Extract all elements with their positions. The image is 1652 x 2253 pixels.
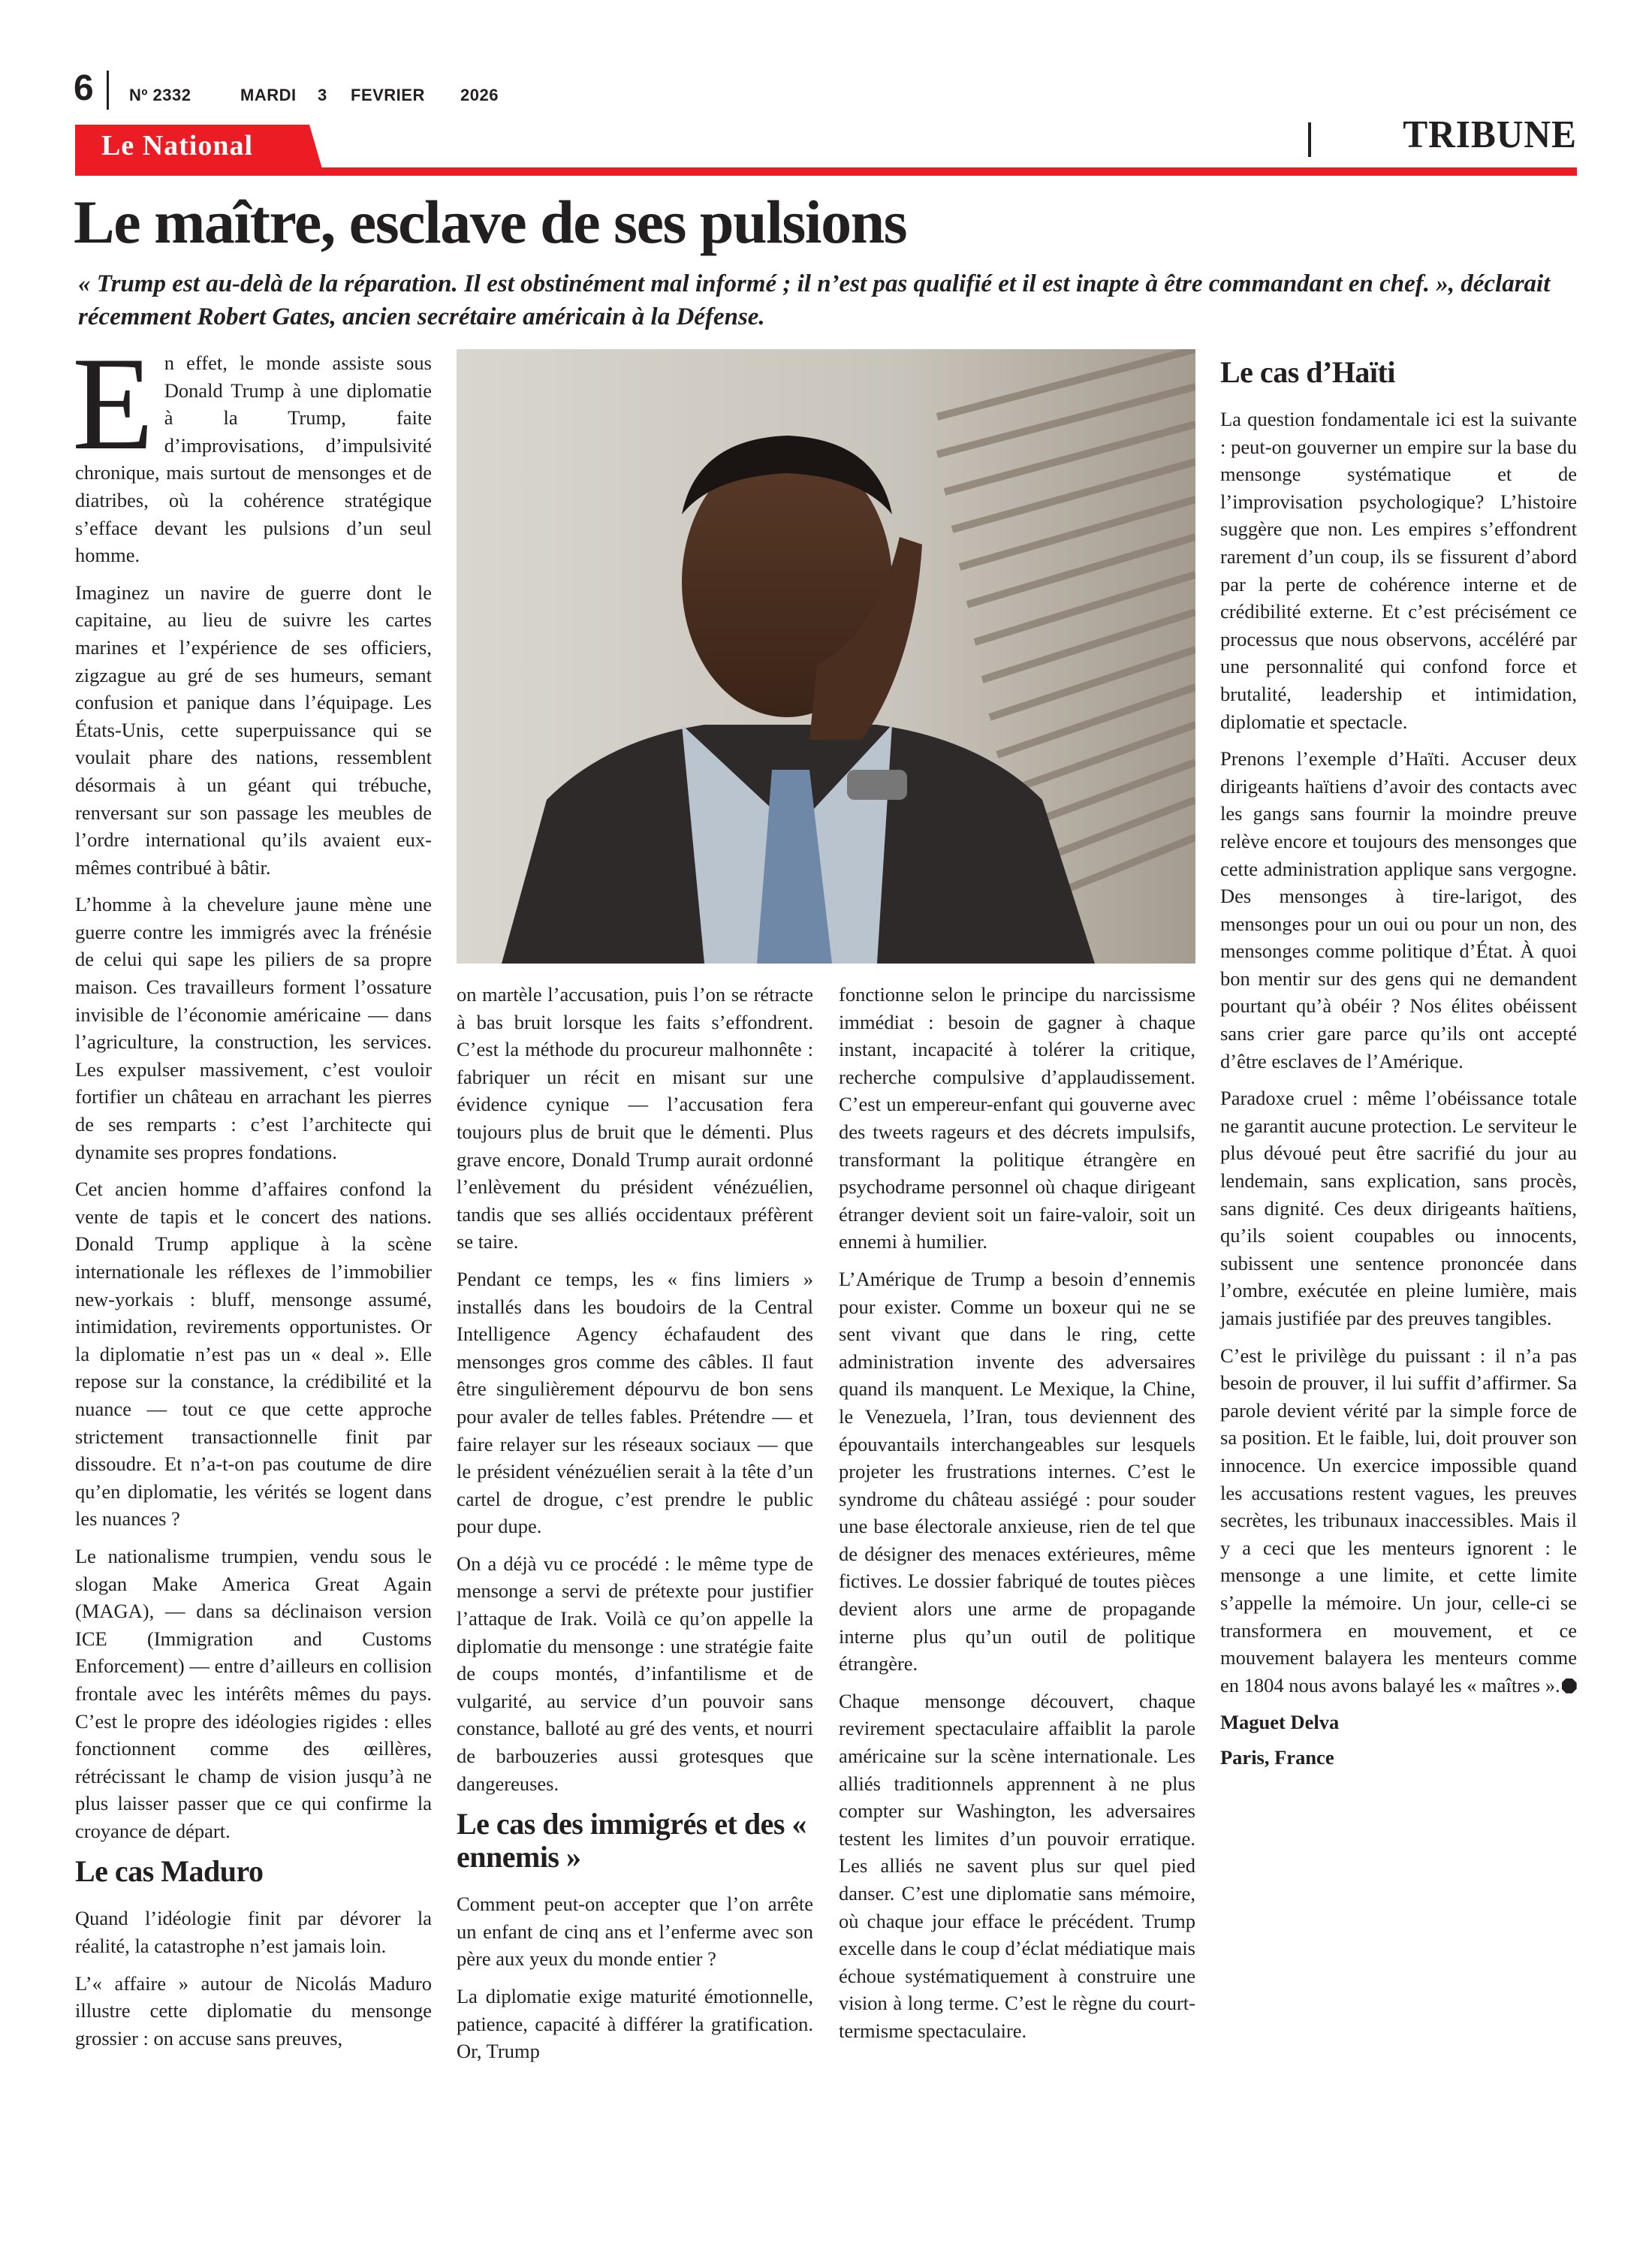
body-paragraph	[839, 981, 1195, 1256]
body-paragraph	[75, 1970, 432, 2052]
paragraph-text: Comment peut-on accepter que l’on arrête un enfant de cinq ans et l’enferme avec son père aux yeux du monde entier ?	[457, 1893, 813, 1971]
date-year: 2026	[460, 86, 499, 104]
body-paragraph	[1220, 745, 1577, 1075]
paragraph-text: Paradoxe cruel : même l’obéissance totale ne garantit aucune protection. Le serviteur le plus dévoué peut être sacrifié du jour au lendemain, sans explication, sans procès, sans dignité. Ces deux dirigeants haïtiens, qu’ils soient coupables ou innocents, subissent une sentence prononcée dans l’ombre, exécutée en pleine lumière, mais jamais justifiée par des preuves tangibles.	[1220, 1087, 1577, 1329]
section-heading: Le cas des immigrés et des « ennemis »	[457, 1807, 806, 1874]
paragraph-text: Maguet Delva	[1220, 1711, 1340, 1734]
paragraph-text: L’homme à la chevelure jaune mène une guerre contre les immigrés avec la frénésie de celui qui sape les piliers de sa propre maison. Ces travailleurs forment l’ossature invisible de l’économie américaine — dans l’agriculture, la construction, les services. Les expulser massivement, c’est vouloir fortifier un château en arrachant les pierres de ses remparts : c’est l’architecte qui dynamite ses propres fondations.	[75, 893, 432, 1163]
body-paragraph	[75, 1905, 432, 1959]
paragraph-text: Prenons l’exemple d’Haïti. Accuser deux dirigeants haïtiens d’avoir des contacts avec les gangs sans fournir la moindre preuve relève encore et toujours des mensonges que cette administration applique sans vergogne. Des mensonges à tire-larigot, des mensonges pour un oui ou pour un non, des mensonges comme politique d’État. À quoi bon mentir sur des gens qui ne demandent pourtant qu’à obéir ? Nos élites obéissent sans crier gare parce qu’ils ont accepté d’être esclaves de l’Amérique.	[1220, 747, 1577, 1072]
section-heading: Le cas Maduro	[75, 1854, 264, 1889]
section-heading: Le cas d’Haïti	[1220, 355, 1395, 389]
author-photo	[457, 349, 1195, 964]
author-signature	[1220, 1709, 1577, 1736]
article-column-4	[1220, 345, 1577, 1779]
body-paragraph	[75, 891, 432, 1166]
paragraph-text: L’Amérique de Trump a besoin d’ennemis pour exister. Comme un boxeur qui ne se sent vivant que dans le ring, cette administration invente des adversaires quand ils manquent. Le Mexique, la Chine, le Venezuela, l’Iran, tous deviennent des épouvantails interchangeables sur lesquels projeter les frustrations internes. C’est le syndrome du château assiégé : pour souder une base électorale anxieuse, rien de tel que de désigner des menaces extérieures, même fictives. Le dossier fabriqué de toutes pièces devient alors une arme de propagande interne plus qu’un outil de politique étrangère.	[839, 1267, 1195, 1675]
paragraph-text: n effet, le monde assiste sous Donald Trump à une diplomatie à la Trump, faite d’improvisations, d’impulsivité chronique, mais surtout de mensonges et de diatribes, où la cohérence stratégique s’efface devant les pulsions d’un seul homme.	[75, 351, 432, 567]
body-paragraph	[457, 981, 813, 1256]
article-subtitle-quote: « Trump est au-delà de la réparation. Il est obstinément mal informé ; il n’est pas qualifié et il est inapte à être commandant en chef. », déclarait récemment Robert Gates, ancien secrétaire américain à la Défense.	[78, 270, 1551, 330]
header-rule	[75, 167, 1577, 176]
paragraph-text: On a déjà vu ce procédé : le même type de mensonge a servi de prétexte pour justifier l’attaque de Irak. Voilà ce qu’on appelle la diplomatie du mensonge : une stratégie faite de coups montés, d’infantilisme et de vulgarité, au service d’un pouvoir sans constance, balloté au gré des vents, et nourri de barbouzeries aussi grotesques que dangereuses.	[457, 1552, 813, 1795]
body-paragraph	[457, 1265, 813, 1540]
body-paragraph	[457, 1550, 813, 1797]
body-paragraph	[1220, 1342, 1577, 1700]
paragraph-text: Chaque mensonge découvert, chaque revirement spectaculaire affaiblit la parole américaine sur la scène internationale. Les alliés traditionnels apprennent à ne plus compter sur Washington, les adversaires testent les limites d’un pouvoir erratique. Les alliés ne savent plus sur quel pied danser. C’est une diplomatie sans mémoire, où chaque jour efface le précédent. Trump excelle dans le coup d’éclat médiatique mais échoue systématiquement à construire une vision à long terme. C’est le règne du court-termisme spectaculaire.	[839, 1689, 1195, 2042]
paragraph-text: on martèle l’accusation, puis l’on se rétracte à bas bruit lorsque les faits s’effondrent. C’est la méthode du procureur malhonnête : fabriquer un récit en misant sur une évidence cynique — l’accusation fera toujours plus de bruit que le démenti. Plus grave encore, Donald Trump aurait ordonné l’enlèvement du président vénézuélien, tandis que ses alliés occidentaux préfèrent se taire.	[457, 983, 813, 1253]
paragraph-text: Quand l’idéologie finit par dévorer la réalité, la catastrophe n’est jamais loin.	[75, 1907, 432, 1958]
drop-cap: E	[72, 329, 154, 478]
article-column-2	[457, 981, 813, 2075]
author-signature	[1220, 1744, 1577, 1772]
newspaper-brand: Le National	[101, 130, 254, 161]
paragraph-text: La diplomatie exige maturité émotionnelle, patience, capacité à différer la gratification. Or, Trump	[457, 1985, 813, 2063]
article-column-1	[72, 329, 432, 2061]
paragraph-text: Imaginez un navire de guerre dont le capitaine, au lieu de suivre les cartes marines et l’expérience de ses officiers, zigzague au gré de ses humeurs, semant confusion et panique dans l’équipage. Les États-Unis, cette superpuissance qui se voulait phare des nations, ressemblent désormais à un géant qui trébuche, renversant sur son passage les meubles de l’ordre international qu’ils avaient eux-mêmes contribué à bâtir.	[75, 581, 432, 879]
end-of-article-icon	[1562, 1678, 1577, 1694]
date-month: FEVRIER	[351, 86, 425, 104]
page-number: 6	[74, 68, 94, 108]
date-number: 3	[318, 86, 327, 104]
body-paragraph	[457, 1890, 813, 1973]
body-paragraph	[75, 1543, 432, 1845]
paragraph-text: C’est le privilège du puissant : il n’a pas besoin de prouver, il lui suffit d’affirmer. Sa parole devient vérité par la simple force de sa position. Et le faible, lui, doit prouver son innocence. Un exercice impossible quand les accusations restent vagues, les preuves secrètes, les tribunaux inaccessibles. Mais il y a ceci que les menteurs ignorent : le mensonge a une limite, et cette limite s’appelle la mémoire. Un jour, celle-ci se transformera en mouvement, et ce mouvement balayera les menteurs comme en 1804 nous avons balayé les « maîtres ».	[1220, 1344, 1577, 1697]
body-paragraph	[1220, 406, 1577, 735]
paragraph-text: Cet ancien homme d’affaires confond la vente de tapis et le concert des nations. Donald Trump applique à la scène internationale les réflexes de l’immobilier new-yorkais : bluff, mensonge assumé, intimidation, revirements opportunistes. Or la diplomatie n’est pas un « deal ». Elle repose sur la constance, la crédibilité et la nuance — tout ce que cette approche strictement transactionnelle finit par dissoudre. Et n’a-t-on pas coutume de dire qu’en diplomatie, les vérités se logent dans les nuances ?	[75, 1178, 432, 1531]
paragraph-text: Paris, France	[1220, 1745, 1334, 1769]
body-paragraph	[75, 579, 432, 882]
section-label: TRIBUNE	[1403, 113, 1577, 156]
body-paragraph	[75, 1175, 432, 1533]
paragraph-text: La question fondamentale ici est la suivante : peut-on gouverner un empire sur la base du mensonge systématique et de l’improvisation psychologique? L’histoire suggère que non. Les empires s’effondrent rarement d’un coup, ils se fissurent d’abord par la perte de cohérence interne et de crédibilité externe. Et c’est précisément ce processus que nous observons, accéléré par une personnalité qui confond force et brutalité, leadership et intimidation, diplomatie et spectacle.	[1220, 408, 1577, 733]
date-day: MARDI	[240, 86, 297, 104]
paragraph-text: L’« affaire » autour de Nicolás Maduro illustre cette diplomatie du mensonge grossier : on accuse sans preuves,	[75, 1971, 432, 2049]
article-column-3	[839, 981, 1195, 2055]
body-paragraph	[1220, 1084, 1577, 1332]
page-number-divider	[107, 71, 109, 110]
paragraph-text: Pendant ce temps, les « fins limiers » installés dans les boudoirs de la Central Intelligence Agency échafaudent des mensonges gros comme des câbles. Il faut être singulièrement dépourvu de bon sens pour avaler de telles fables. Prétendre — et faire relayer sur les réseaux sociaux — que le président vénézuélien serait à la tête d’un cartel de drogue, c’est prendre le public pour dupe.	[457, 1267, 813, 1538]
body-paragraph	[457, 1983, 813, 2065]
article-title: Le maître, esclave de ses pulsions	[74, 188, 907, 256]
issue-number: Nº 2332	[129, 86, 191, 104]
body-paragraph	[839, 1265, 1195, 1678]
paragraph-text: Le nationalisme trumpien, vendu sous le slogan Make America Great Again (MAGA), — dans sa déclinaison version ICE (Immigration and Customs Enforcement) — entre d’ailleurs en collision frontale avec les intérêts mêmes du pays. C’est le propre des idéologies rigides : elles fonctionnent comme des œillères, rétrécissant le champ de vision jusqu’à ne plus laisser passer que ce qui confirme la croyance de départ.	[75, 1544, 432, 1842]
section-divider	[1308, 122, 1311, 157]
body-paragraph	[839, 1687, 1195, 2045]
paragraph-text: fonctionne selon le principe du narcissisme immédiat : besoin de gagner à chaque instant, incapacité à tolérer la critique, recherche compulsive d’applaudissement. C’est un empereur-enfant qui gouverne avec des tweets rageurs et des décrets impulsifs, transformant la politique étrangère en psychodrame personnel où chaque dirigeant étranger devient soit un faire-valoir, soit un ennemi à humilier.	[839, 983, 1195, 1253]
body-paragraph	[72, 329, 432, 569]
